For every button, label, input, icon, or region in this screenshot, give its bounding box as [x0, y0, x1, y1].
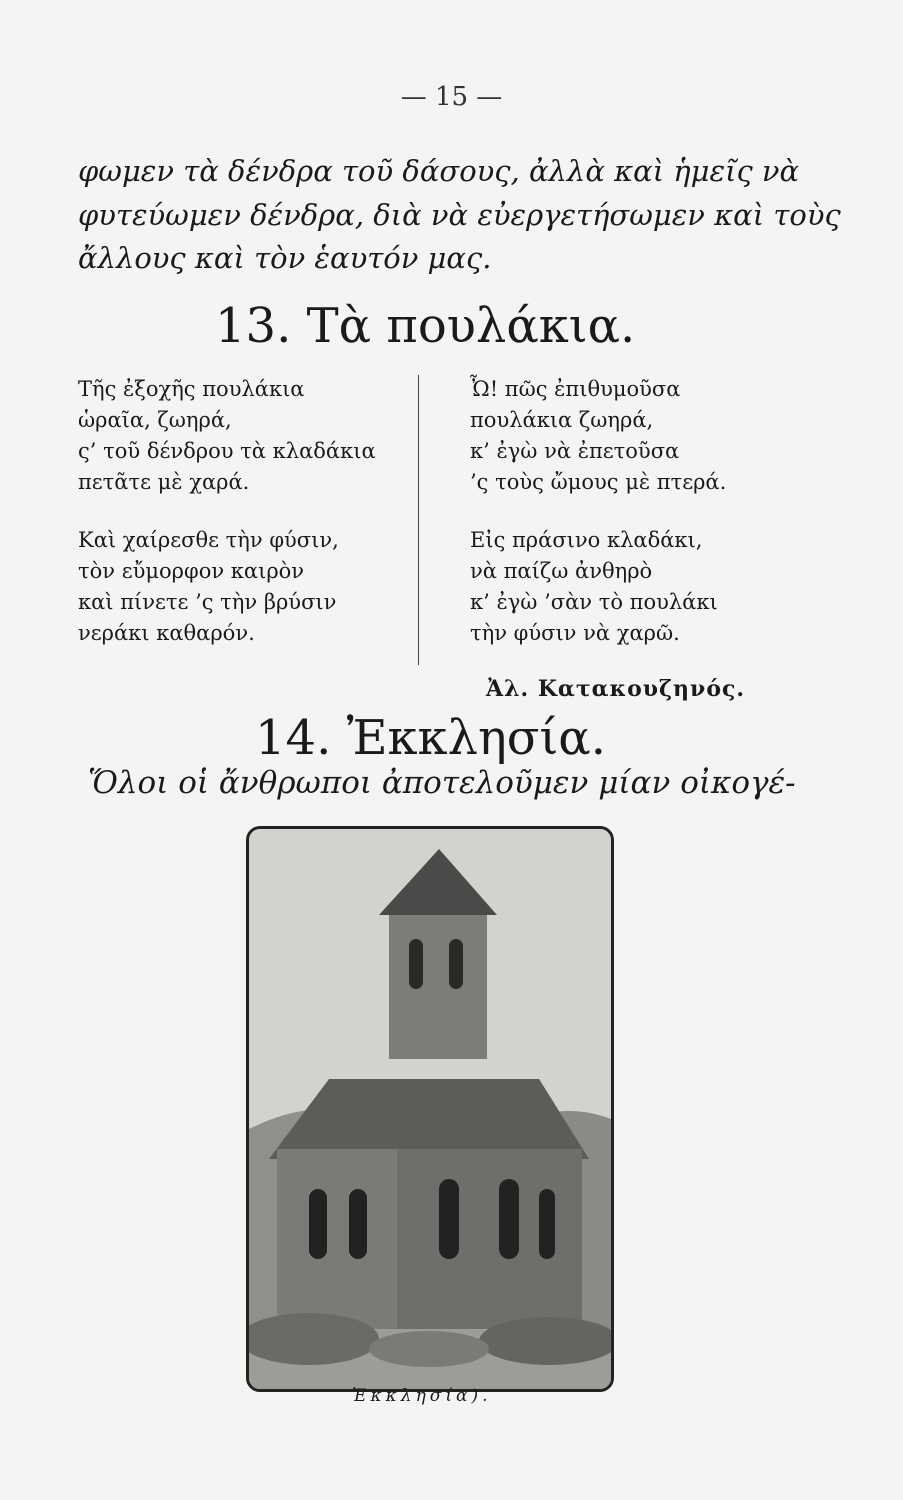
poem-line: τὴν φύσιν νὰ χαρῶ.	[470, 621, 680, 645]
poem-line: τὸν εὔμορφον καιρὸν	[78, 559, 305, 583]
poem-line: ’ς τοὺς ὤμους μὲ πτερά.	[470, 470, 727, 494]
poem-line: κ’ ἐγὼ νὰ ἐπετοῦσα	[470, 439, 680, 463]
photo-caption: Ἐκκλησία).	[352, 1386, 492, 1406]
poem-author: Ἀλ. Κατακουζηνός.	[486, 676, 746, 702]
church-photo	[246, 826, 614, 1392]
section-13-title: 13. Τὰ πουλάκια.	[215, 298, 636, 354]
poem-right-stanza-2	[470, 525, 718, 649]
poem-line: πουλάκια ζωηρά,	[470, 408, 654, 432]
poem-line: νὰ παίζω ἀνθηρὸ	[470, 559, 653, 583]
poem-left-stanza-2	[78, 525, 339, 649]
poem-line: Εἰς πράσινο κλαδάκι,	[470, 528, 703, 552]
intro-paragraph	[78, 150, 841, 281]
poem-line: ὡραῖα, ζωηρά,	[78, 408, 232, 432]
poem-line: ς’ τοῦ δένδρου τὰ κλαδάκια	[78, 439, 376, 463]
poem-line: Καὶ χαίρεσθε τὴν φύσιν,	[78, 528, 339, 552]
intro-line: ἄλλους καὶ τὸν ἑαυτόν μας.	[78, 241, 492, 275]
intro-line: φωμεν τὰ δένδρα τοῦ δάσους, ἀλλὰ καὶ ἡμεῖς νὰ	[78, 154, 800, 188]
poem-line: Τῆς ἐξοχῆς πουλάκια	[78, 377, 305, 401]
poem-line: κ’ ἐγὼ ’σὰν τὸ πουλάκι	[470, 590, 718, 614]
poem-right-stanza-1	[470, 374, 726, 498]
column-divider	[418, 375, 419, 665]
poem-line: καὶ πίνετε ’ς τὴν βρύσιν	[78, 590, 337, 614]
poem-line: νεράκι καθαρόν.	[78, 621, 255, 645]
poem-line: Ὦ! πῶς ἐπιθυμοῦσα	[470, 377, 681, 401]
poem-left-stanza-1	[78, 374, 376, 498]
section-14-title: 14. Ἐκκλησία.	[255, 710, 606, 766]
section-14-first-line: Ὅλοι οἱ ἄνθρωποι ἀποτελοῦμεν μίαν οἰκογέ-	[88, 765, 796, 801]
page-number: — 15 —	[400, 82, 503, 112]
poem-line: πετᾶτε μὲ χαρά.	[78, 470, 250, 494]
intro-line: φυτεύωμεν δένδρα, διὰ νὰ εὐεργετήσωμεν καὶ τοὺς	[78, 197, 841, 232]
